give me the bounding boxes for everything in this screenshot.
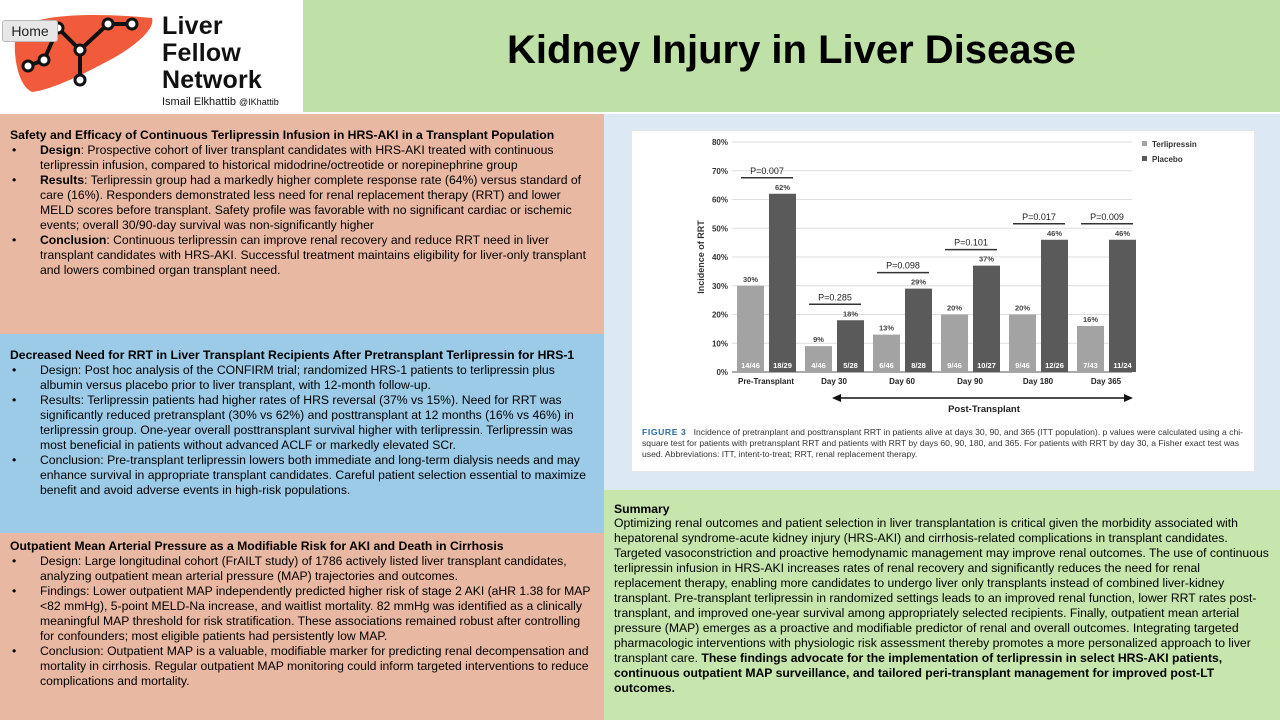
bar-value-label: 62% bbox=[774, 182, 791, 192]
bullet-icon: • bbox=[12, 584, 17, 598]
bullet-text: Results: Terlipressin patients had higher rates of HRS reversal (37% vs 15%). Need for RRT was significantly reduced pretransplant (30% vs 62%) and posttransplant at 12 months (16% vs 46%) in terlipressin group. One-year overall posttransplant survival higher with terlipressin. Terlipressin was most beneficial in patients without advanced ACLF or markedly elevated SCr. bbox=[40, 393, 574, 452]
list-item bbox=[10, 143, 594, 173]
legend-swatch bbox=[1142, 141, 1147, 146]
summary-conclusion: These findings advocate for the implementation of terlipressin in select HRS-AKI patients, continuous outpatient MAP surveillance, and tailored peri-transplant management for improved post-LT outcomes. bbox=[614, 651, 1223, 695]
x-tick-label: Day 180 bbox=[1022, 377, 1054, 386]
x-tick-label: Day 365 bbox=[1090, 377, 1122, 386]
summary-body bbox=[614, 516, 1270, 696]
page-title: Kidney Injury in Liver Disease bbox=[506, 28, 1077, 72]
study-title: Decreased Need for RRT in Liver Transplant Recipients After Pretransplant Terlipressin for HRS-1 bbox=[10, 348, 575, 362]
logo-area bbox=[0, 0, 303, 112]
study-panel-terlipressin-infusion bbox=[0, 114, 604, 334]
author-handle: @IKhattib bbox=[239, 97, 279, 107]
legend-swatch bbox=[1142, 156, 1147, 161]
study-bullets bbox=[10, 363, 594, 498]
p-value-label: P=0.007 bbox=[750, 165, 784, 176]
figure-label: FIGURE 3 bbox=[642, 427, 687, 437]
bullet-text: Findings: Lower outpatient MAP independently predicted higher risk of stage 2 AKI (aHR 1.38 for MAP <82 mmHg), 5-point MELD-Na increase, and waitlist mortality. 82 mmHg was identified as a clinically meaningful MAP threshold for risk stratification. These associations remained robust after controlling for confounders; most eligible patients had persistently low MAP. bbox=[40, 584, 591, 643]
bar-value-label: 29% bbox=[910, 277, 927, 287]
bullet-icon: • bbox=[12, 644, 17, 658]
y-tick-label: 50% bbox=[711, 224, 728, 234]
y-tick-label: 70% bbox=[711, 166, 728, 176]
bullet-icon: • bbox=[12, 143, 17, 157]
arrow-right-icon bbox=[1124, 394, 1133, 402]
bullet-text: : Prospective cohort of liver transplant candidates with HRS-AKI treated with continuous terlipressin infusion, compared to historical midodrine/octreotide or norepinephrine group bbox=[40, 143, 554, 172]
logo-text-fellow: Fellow bbox=[162, 39, 241, 67]
bullet-icon: • bbox=[12, 453, 17, 467]
bullet-icon: • bbox=[12, 363, 17, 377]
study-panel-outpatient-map bbox=[0, 533, 604, 720]
figure-card bbox=[631, 130, 1255, 472]
y-tick-label: 20% bbox=[711, 310, 728, 320]
bar-count-label: 18/29 bbox=[773, 361, 792, 370]
list-item bbox=[10, 393, 594, 453]
title-bar bbox=[303, 0, 1280, 112]
bar-value-label: 46% bbox=[1114, 228, 1131, 238]
bar-value-label: 46% bbox=[1046, 228, 1063, 238]
bullet-text: : Terlipressin group had a markedly higher complete response rate (64%) versus standard of care (16%). Responders demonstrated less need for renal replacement therapy (RRT) and lower MELD scores before transplant. Safety profile was favorable with no significant cardiac or ischemic events; overall 30/90-day survival was non-significantly higher bbox=[40, 173, 582, 232]
bullet-text: Design: Post hoc analysis of the CONFIRM trial; randomized HRS-1 patients to terlipressin plus albumin versus placebo prior to liver transplant, with 12-month follow-up. bbox=[40, 363, 555, 392]
bar-count-label: 12/26 bbox=[1045, 361, 1064, 370]
study-title: Outpatient Mean Arterial Pressure as a Modifiable Risk for AKI and Death in Cirrhosis bbox=[10, 539, 504, 553]
bar-placebo bbox=[1109, 240, 1136, 372]
bar-count-label: 10/27 bbox=[977, 361, 996, 370]
summary-panel bbox=[604, 490, 1280, 720]
logo-text-liver: Liver bbox=[162, 12, 223, 40]
bar-count-label: 6/46 bbox=[879, 361, 894, 370]
x-tick-label: Day 30 bbox=[821, 377, 847, 386]
y-tick-label: 80% bbox=[711, 138, 728, 147]
bar-value-label: 9% bbox=[813, 335, 824, 345]
bar-placebo bbox=[905, 289, 932, 372]
bar-placebo bbox=[1041, 240, 1068, 372]
figure-caption bbox=[642, 427, 1252, 460]
y-tick-label: 0% bbox=[716, 368, 728, 377]
author-credit bbox=[162, 96, 279, 108]
p-value-label: P=0.009 bbox=[1090, 211, 1124, 222]
p-value-label: P=0.285 bbox=[818, 292, 852, 303]
y-tick-label: 10% bbox=[711, 339, 728, 349]
bullet-text: : Continuous terlipressin can improve renal recovery and reduce RRT need in liver transplant candidates with HRS-AKI. Successful treatment maintains eligibility for liver-only transplant and lowers combined organ transplant need. bbox=[40, 233, 586, 277]
bullet-label: Design bbox=[40, 143, 81, 157]
bar-value-label: 37% bbox=[978, 254, 995, 264]
bar-terlipressin bbox=[737, 286, 764, 372]
legend-label: Terlipressin bbox=[1152, 140, 1197, 149]
bar-count-label: 5/28 bbox=[843, 361, 858, 370]
bar-value-label: 16% bbox=[1082, 315, 1099, 324]
figure-caption-text: Incidence of pretranplant and posttransplant RRT in patients alive at days 30, 90, and 365 (ITT population). p values were calculated using a chi-square test for patients with pretransplant RRT and patients with RRT by days 60, 90, 180, and 365. For patients with RRT by day 30, a Fisher exact test was used. Abbreviations: ITT, intent-to-treat; RRT, renal replacement therapy. bbox=[642, 427, 1243, 459]
arrow-left-icon bbox=[832, 394, 841, 402]
bullet-icon: • bbox=[12, 554, 17, 568]
bar-count-label: 11/24 bbox=[1113, 361, 1132, 370]
bar-count-label: 4/46 bbox=[811, 361, 826, 370]
list-item bbox=[10, 584, 594, 644]
study-title: Safety and Efficacy of Continuous Terlipressin Infusion in HRS-AKI in a Transplant Population bbox=[10, 128, 555, 142]
bullet-text: Design: Large longitudinal cohort (FrAILT study) of 1786 actively listed liver transplant candidates, analyzing outpatient mean arterial pressure (MAP) trajectories and outcomes. bbox=[40, 554, 567, 583]
y-tick-label: 60% bbox=[711, 195, 728, 205]
bullet-text: Conclusion: Pre-transplant terlipressin lowers both immediate and long-term dialysis needs and may enhance survival in appropriate transplant candidates. Careful patient selection essential to maximize benefit and avoid adverse events in high-risk populations. bbox=[40, 453, 587, 497]
bullet-icon: • bbox=[12, 233, 17, 247]
bar-value-label: 20% bbox=[1014, 303, 1031, 313]
home-button[interactable]: Home bbox=[2, 20, 58, 42]
bullet-label: Conclusion bbox=[40, 233, 107, 247]
study-bullets bbox=[10, 143, 594, 278]
bar-count-label: 9/46 bbox=[1015, 361, 1030, 370]
bullet-text: Conclusion: Outpatient MAP is a valuable, modifiable marker for predicting renal decompensation and mortality in cirrhosis. Regular outpatient MAP monitoring could inform targeted interventions to reduce complications and mortality. bbox=[40, 644, 589, 688]
bar-count-label: 9/46 bbox=[947, 361, 962, 370]
list-item bbox=[10, 363, 594, 393]
y-axis-label: Incidence of RRT bbox=[696, 220, 706, 294]
bar-value-label: 18% bbox=[842, 309, 859, 319]
p-value-label: P=0.098 bbox=[886, 260, 920, 271]
bullet-label: Results bbox=[40, 173, 85, 187]
x-tick-label: Day 60 bbox=[889, 377, 915, 386]
summary-text: Optimizing renal outcomes and patient selection in liver transplantation is critical given the morbidity associated with hepatorenal syndrome-acute kidney injury (HRS-AKI) and cirrhosis-related complications in transplant candidates. Targeted vasoconstriction and proactive hemodynamic management may improve renal outcomes. The use of continuous terlipressin infusion in HRS-AKI increases rates of renal recovery and significantly reduces the need for renal replacement therapy, enabling more candidates to undergo liver only transplants instead of combined liver-kidney transplant. Pre-transplant terlipressin in randomized settings leads to an improved renal function, lower RRT rates post-transplant, and improved one-year survival among appropriately selected recipients. Finally, outpatient mean arterial pressure (MAP) emerges as a proactive and modifiable predictor of renal and overall outcomes. Integrating targeted pharmacologic interventions with physiologic risk assessment thereby promotes a more personalized approach to liver transplant care. bbox=[614, 516, 1269, 665]
bar-value-label: 13% bbox=[878, 323, 895, 333]
study-panel-pretransplant-terlipressin bbox=[0, 334, 604, 533]
bar-placebo bbox=[973, 266, 1000, 372]
summary-title: Summary bbox=[614, 502, 670, 516]
y-tick-label: 30% bbox=[711, 281, 728, 291]
bullet-icon: • bbox=[12, 393, 17, 407]
post-transplant-label: Post-Transplant bbox=[948, 404, 1020, 415]
logo-text-network: Network bbox=[162, 66, 263, 94]
list-item bbox=[10, 173, 594, 233]
x-tick-label: Day 90 bbox=[957, 377, 983, 386]
bar-count-label: 14/46 bbox=[741, 361, 760, 370]
p-value-label: P=0.017 bbox=[1022, 211, 1056, 222]
bar-value-label: 20% bbox=[946, 303, 963, 313]
list-item bbox=[10, 554, 594, 584]
rrt-bar-chart bbox=[632, 131, 1256, 427]
author-name: Ismail Elkhattib bbox=[162, 96, 236, 108]
p-value-label: P=0.101 bbox=[954, 237, 988, 248]
list-item bbox=[10, 453, 594, 498]
list-item bbox=[10, 644, 594, 689]
bar-value-label: 30% bbox=[742, 274, 759, 284]
y-tick-label: 40% bbox=[711, 253, 728, 262]
x-tick-label: Pre-Transplant bbox=[737, 377, 795, 386]
bar-count-label: 8/28 bbox=[911, 361, 926, 370]
bullet-icon: • bbox=[12, 173, 17, 187]
legend-label: Placebo bbox=[1152, 155, 1183, 164]
list-item bbox=[10, 233, 594, 278]
bar-placebo bbox=[769, 194, 796, 372]
study-bullets bbox=[10, 554, 594, 689]
bar-count-label: 7/43 bbox=[1083, 361, 1098, 370]
